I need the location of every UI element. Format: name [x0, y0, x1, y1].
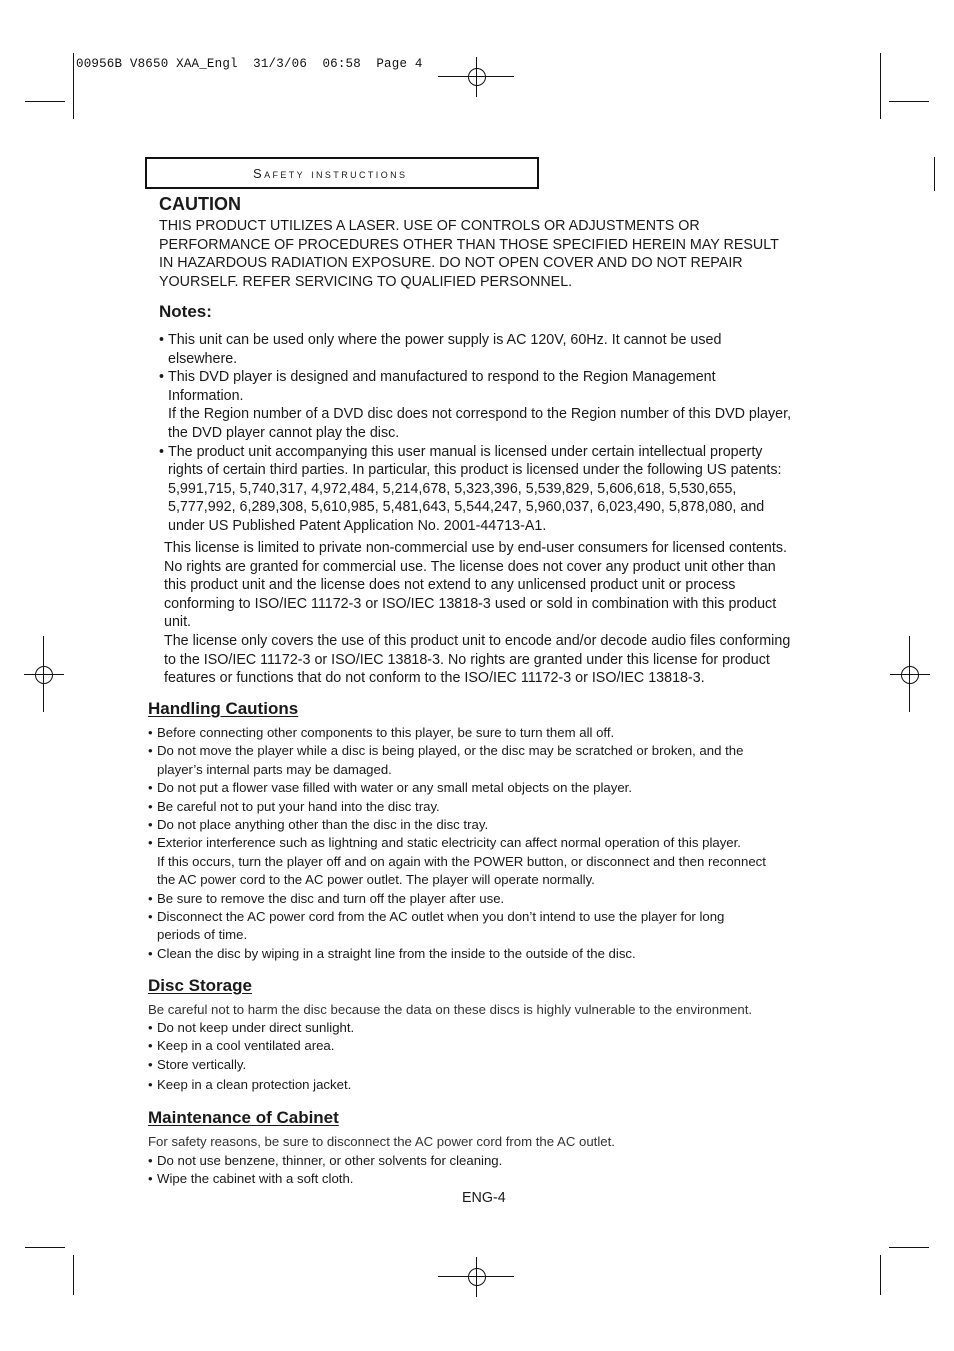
- item-line: Disconnect the AC power cord from the AC outlet when you don’t intend to use the player for long: [157, 909, 725, 925]
- note-line: rights of certain third parties. In particular, this product is licensed under the following US patents:: [168, 462, 782, 479]
- list-item: [148, 724, 848, 742]
- list-item: [159, 368, 819, 442]
- registration-mark-icon: [24, 655, 64, 695]
- item-line: Keep in a cool ventilated area.: [157, 1038, 335, 1054]
- bullet: •: [148, 1077, 153, 1093]
- item-line: Before connecting other components to this player, be sure to turn them all off.: [157, 725, 615, 740]
- crop-mark: [25, 101, 65, 102]
- note-line: This unit can be used only where the power supply is AC 120V, 60Hz. It cannot be used: [168, 332, 722, 348]
- caution-line: YOURSELF. REFER SERVICING TO QUALIFIED PERSONNEL.: [159, 273, 573, 290]
- disc-storage-heading: Disc Storage: [148, 976, 252, 995]
- bullet: •: [148, 798, 153, 814]
- handling-list: [148, 724, 848, 963]
- caution-text: [159, 217, 819, 291]
- item-line: If this occurs, turn the player off and on again with the POWER button, or disconnect and then reconnect: [157, 853, 766, 869]
- note-line: The product unit accompanying this user manual is licensed under certain intellectual property: [168, 443, 763, 460]
- bullet: •: [148, 945, 153, 961]
- list-item: [148, 890, 848, 908]
- crop-mark: [880, 53, 881, 119]
- item-line: periods of time.: [157, 927, 248, 943]
- item-line: Keep in a clean protection jacket.: [157, 1077, 352, 1093]
- license-line: No rights are granted for commercial use. The license does not cover any product unit other than: [164, 558, 776, 575]
- disc-storage-intro: Be careful not to harm the disc because the data on these discs is highly vulnerable to the environment.: [148, 1002, 753, 1017]
- list-item: [148, 816, 848, 834]
- handling-cautions-heading: Handling Cautions: [148, 699, 299, 718]
- item-line: Store vertically.: [157, 1056, 247, 1072]
- license-line: The license only covers the use of this product unit to encode and/or decode audio files conforming: [164, 632, 791, 649]
- license-line: conforming to ISO/IEC 11172-3 or ISO/IEC 13818-3 used or sold in combination with this product: [164, 595, 777, 612]
- note-line: the DVD player cannot play the disc.: [168, 424, 400, 441]
- bullet: •: [148, 890, 153, 906]
- bullet: •: [148, 1020, 153, 1035]
- section-header: [145, 157, 539, 189]
- disc-storage-list: [148, 1019, 848, 1095]
- license-line: to the ISO/IEC 11172-3 or ISO/IEC 13818-3. No rights are granted under this license for product: [164, 651, 770, 668]
- caution-line: PERFORMANCE OF PROCEDURES OTHER THAN THOSE SPECIFIED HEREIN MAY RESULT: [159, 236, 779, 253]
- crop-mark: [25, 1247, 65, 1248]
- maintenance-intro: For safety reasons, be sure to disconnect the AC power cord from the AC outlet.: [148, 1134, 615, 1149]
- item-line: Do not place anything other than the disc in the disc tray.: [157, 817, 489, 833]
- bullet: •: [159, 369, 165, 386]
- bullet: •: [159, 443, 165, 460]
- note-line: elsewhere.: [168, 350, 238, 367]
- bullet: •: [148, 780, 153, 796]
- list-item: [148, 779, 848, 797]
- crop-mark: [889, 101, 929, 102]
- crop-mark: [880, 1255, 881, 1295]
- notes-heading: Notes:: [159, 302, 212, 321]
- bullet: •: [148, 1171, 153, 1187]
- note-line: under US Published Patent Application No. 2001-44713-A1.: [168, 517, 547, 534]
- list-item: [159, 443, 819, 536]
- item-line: player’s internal parts may be damaged.: [157, 761, 392, 777]
- list-item: [148, 1152, 848, 1170]
- item-line: Do not move the player while a disc is being played, or the disc may be scratched or broken, and the: [157, 743, 744, 759]
- bullet: •: [148, 743, 153, 759]
- note-line: 5,777,992, 6,289,308, 5,610,985, 5,481,643, 5,544,247, 5,960,037, 6,023,490, 5,878,080, and: [168, 499, 765, 516]
- list-item: [148, 798, 848, 816]
- item-line: Be sure to remove the disc and turn off the player after use.: [157, 890, 505, 906]
- item-line: Do not use benzene, thinner, or other solvents for cleaning.: [157, 1153, 503, 1168]
- maintenance-list: [148, 1152, 848, 1189]
- license-line: This license is limited to private non-commercial use by end-user consumers for licensed contents.: [164, 540, 787, 556]
- list-item: [148, 1170, 848, 1188]
- note-line: 5,991,715, 5,740,317, 4,972,484, 5,214,678, 5,323,396, 5,539,829, 5,606,618, 5,530,655,: [168, 480, 737, 497]
- bullet: •: [148, 1038, 153, 1054]
- bullet: •: [148, 1153, 153, 1168]
- bullet: •: [148, 909, 153, 925]
- crop-mark: [889, 1247, 929, 1248]
- note-line: This DVD player is designed and manufactured to respond to the Region Management: [168, 369, 716, 386]
- crop-mark: [934, 157, 935, 191]
- item-line: Do not keep under direct sunlight.: [157, 1020, 355, 1035]
- caution-heading: CAUTION: [159, 194, 241, 214]
- print-slug: 00956B V8650 XAA_Engl 31/3/06 06:58 Page 4: [76, 57, 423, 71]
- item-line: the AC power cord to the AC power outlet. The player will operate normally.: [157, 872, 595, 888]
- crop-mark: [73, 1255, 74, 1295]
- notes-list: [159, 331, 819, 536]
- item-line: Do not put a flower vase filled with water or any small metal objects on the player.: [157, 780, 632, 796]
- item-line: Be careful not to put your hand into the disc tray.: [157, 798, 440, 814]
- list-item: [148, 945, 848, 963]
- bullet: •: [148, 835, 153, 851]
- item-line: Exterior interference such as lightning and static electricity can affect normal operation of this player.: [157, 835, 741, 851]
- bullet: •: [159, 332, 165, 348]
- list-item: [148, 742, 848, 779]
- list-item: [148, 1019, 848, 1037]
- list-item: [159, 331, 819, 368]
- list-item: [148, 1037, 848, 1055]
- registration-mark-icon: [457, 1257, 497, 1297]
- item-line: Clean the disc by wiping in a straight line from the inside to the outside of the disc.: [157, 945, 636, 961]
- license-line: this product unit and the license does not extend to any unlicensed product unit or process: [164, 577, 736, 594]
- bullet: •: [148, 817, 153, 833]
- list-item: [148, 908, 848, 945]
- license-line: unit.: [164, 614, 192, 631]
- note-line: If the Region number of a DVD disc does not correspond to the Region number of this DVD player,: [168, 406, 792, 423]
- section-header-title: Safety instructions: [253, 166, 408, 181]
- bullet: •: [148, 1056, 153, 1072]
- note-line: Information.: [168, 387, 244, 404]
- registration-mark-icon: [890, 655, 930, 695]
- page-number: ENG-4: [462, 1190, 506, 1206]
- list-item: [148, 834, 848, 889]
- caution-line: THIS PRODUCT UTILIZES A LASER. USE OF CONTROLS OR ADJUSTMENTS OR: [159, 218, 700, 234]
- item-line: Wipe the cabinet with a soft cloth.: [157, 1171, 354, 1187]
- maintenance-heading: Maintenance of Cabinet: [148, 1108, 339, 1127]
- license-text: [164, 539, 824, 688]
- registration-mark-icon: [457, 57, 497, 97]
- list-item: [148, 1076, 848, 1094]
- bullet: •: [148, 725, 153, 740]
- crop-mark: [73, 53, 74, 119]
- list-item: [148, 1056, 848, 1074]
- license-line: features or functions that do not conform to the ISO/IEC 11172-3 or ISO/IEC 13818-3.: [164, 670, 705, 687]
- caution-line: IN HAZARDOUS RADIATION EXPOSURE. DO NOT OPEN COVER AND DO NOT REPAIR: [159, 255, 743, 272]
